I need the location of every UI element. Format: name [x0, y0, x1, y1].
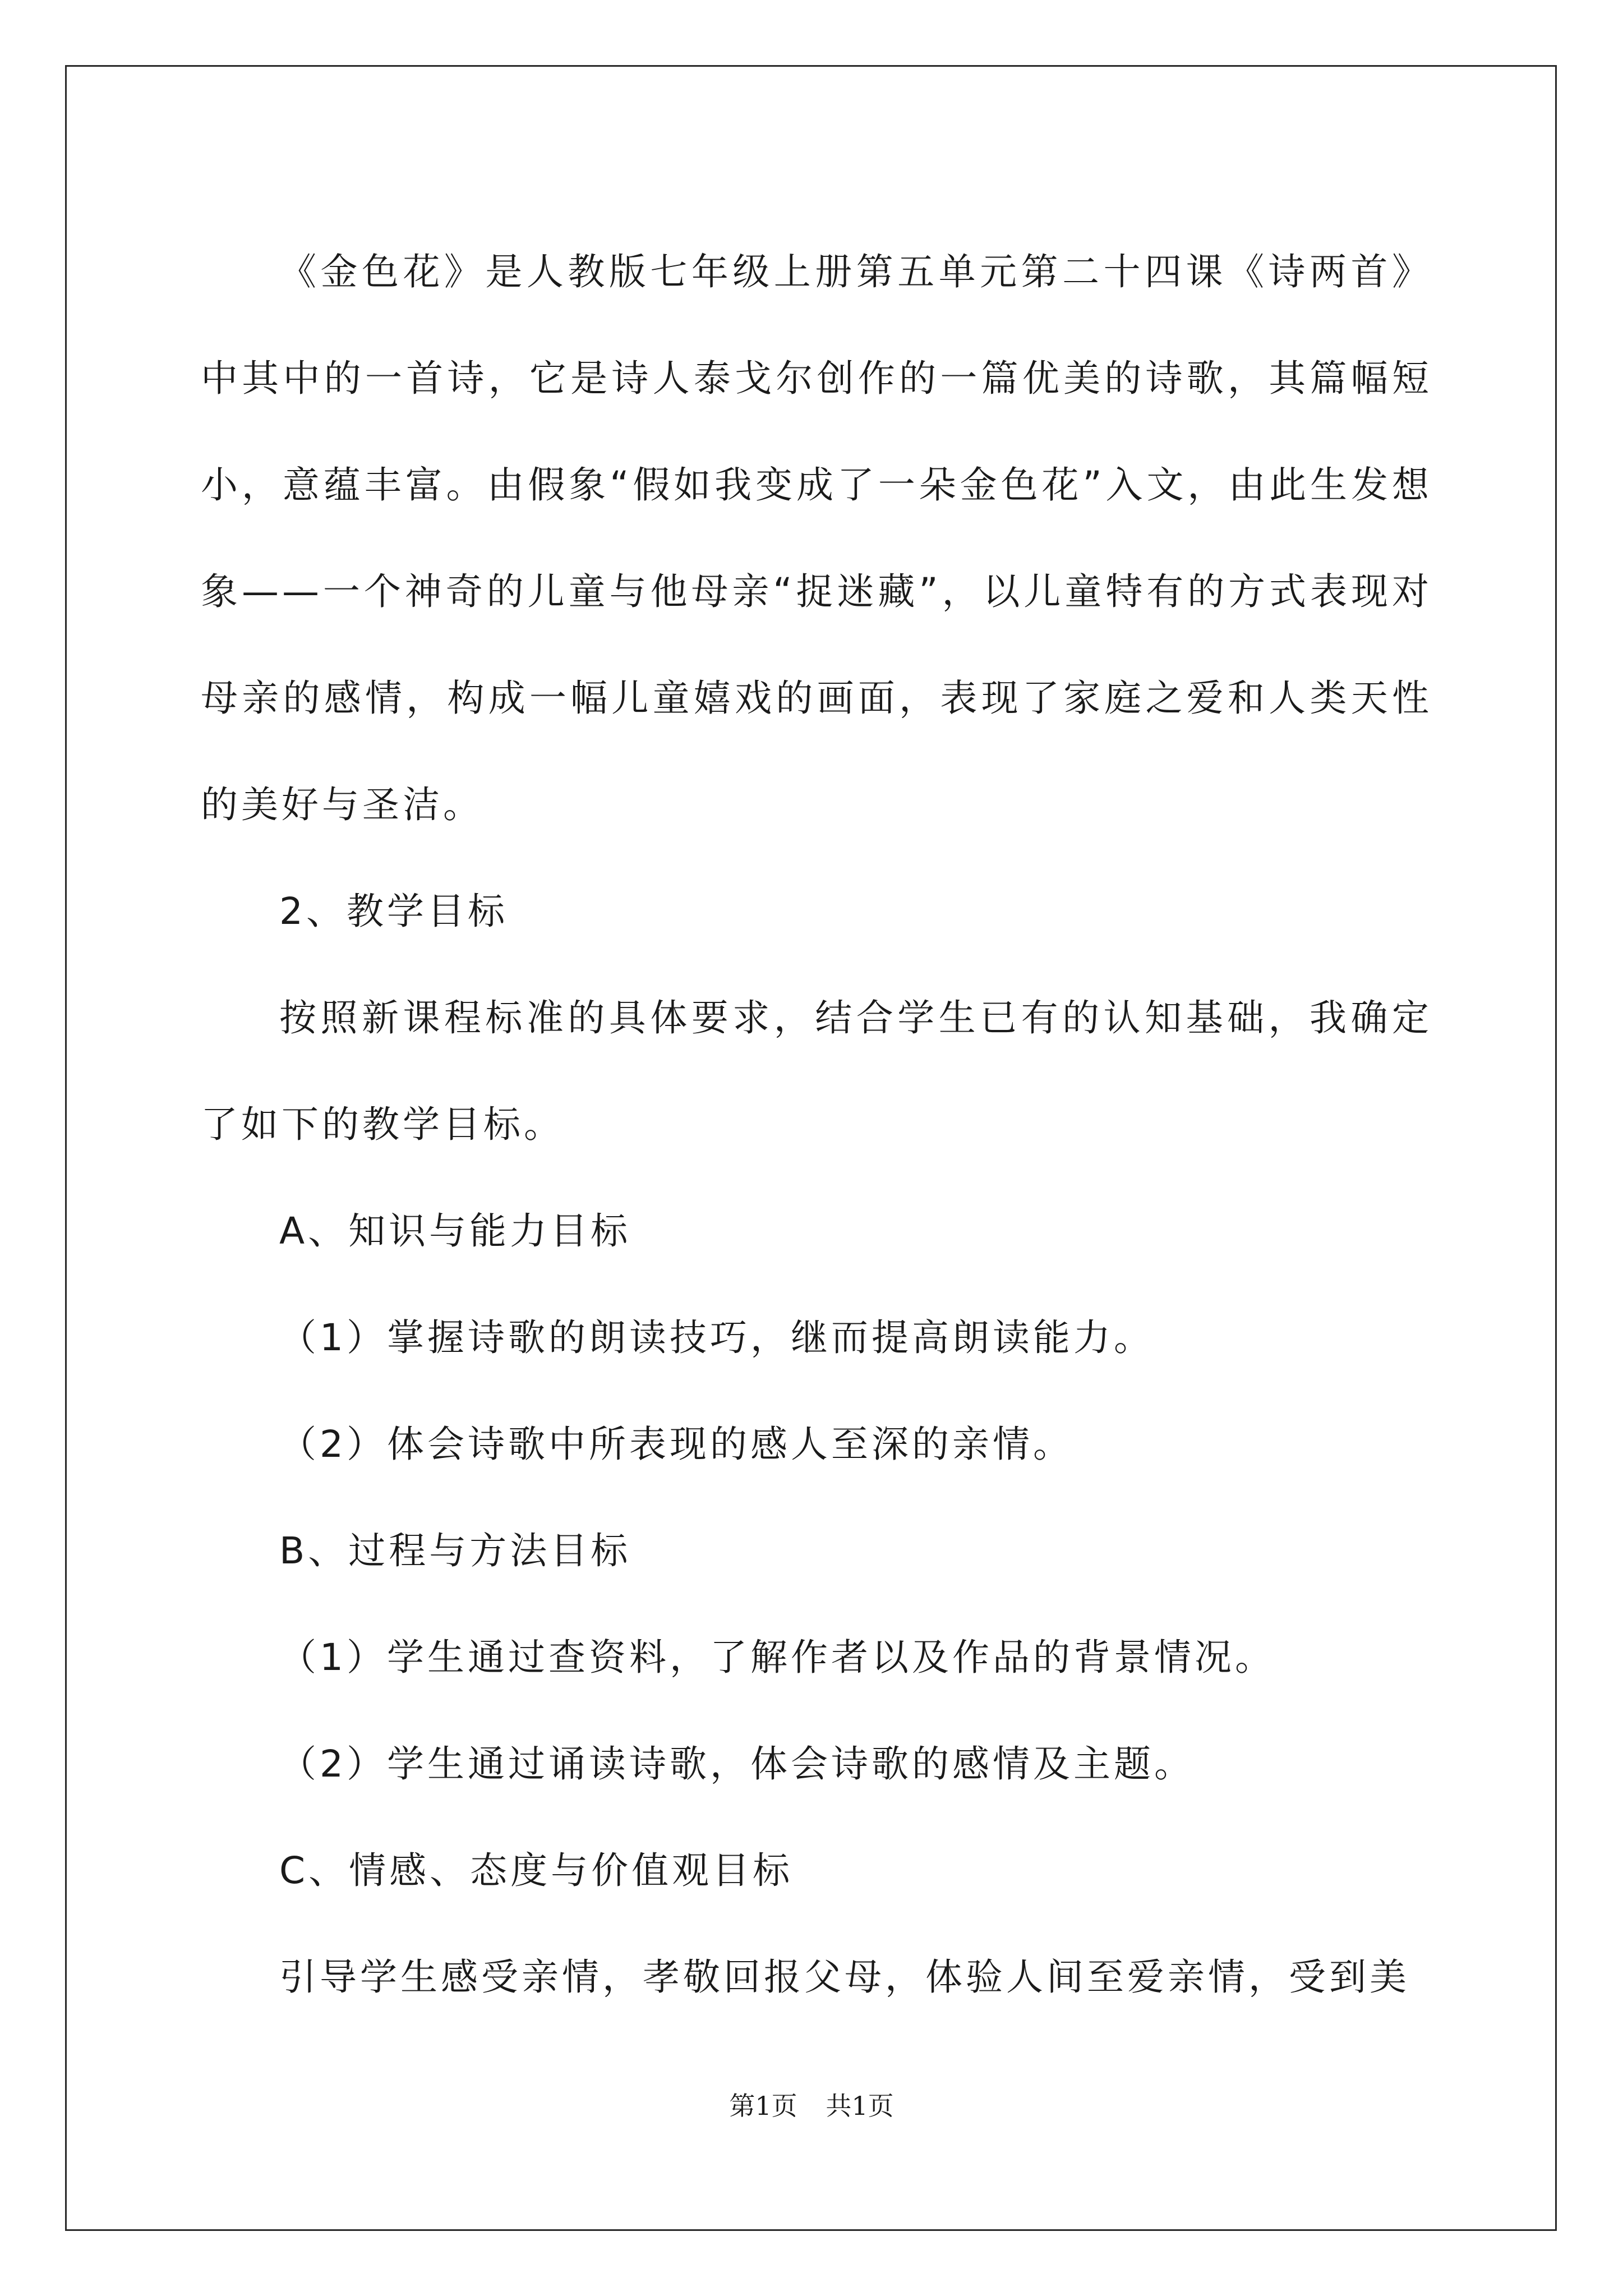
paragraph-intro: 《金色花》是人教版七年级上册第五单元第二十四课《诗两首》中其中的一首诗，它是诗人泰戈尔创作的一篇优美的诗歌，其篇幅短小，意蕴丰富。由假象“假如我变成了一朵金色花”入文，由此生发想象——一个神奇的儿童与他母亲“捉迷藏”，以儿童特有的方式表现对母亲的感情，构成一幅儿童嬉戏的画面，表现了家庭之爱和人类天性的美好与圣洁。: [201, 250, 1432, 826]
page-footer: [0, 2086, 1623, 2123]
list-item: （2）体会诗歌中所表现的感人至深的亲情。: [279, 1423, 1073, 1466]
heading-emotion-values: C、情感、态度与价值观目标: [279, 1849, 794, 1892]
list-item: （1）掌握诗歌的朗读技巧，继而提高朗读能力。: [279, 1316, 1154, 1359]
paragraph-goals-intro: 按照新课程标准的具体要求，结合学生已有的认知基础，我确定了如下的教学目标。: [201, 996, 1432, 1146]
list-item: （2）学生通过诵读诗歌，体会诗歌的感情及主题。: [279, 1742, 1195, 1786]
heading-knowledge-ability: A、知识与能力目标: [279, 1209, 631, 1253]
heading-process-method: B、过程与方法目标: [279, 1529, 631, 1572]
paragraph-emotion: 引导学生感受亲情，孝敬回报父母，体验人间至爱亲情，受到美: [279, 1955, 1410, 1999]
page-number: 第1页: [729, 2091, 797, 2121]
heading-teaching-goals: 2、教学目标: [279, 890, 508, 933]
page-total: 共1页: [826, 2091, 894, 2121]
document-body: [201, 219, 1432, 2031]
list-item: （1）学生通过查资料，了解作者以及作品的背景情况。: [279, 1636, 1275, 1679]
